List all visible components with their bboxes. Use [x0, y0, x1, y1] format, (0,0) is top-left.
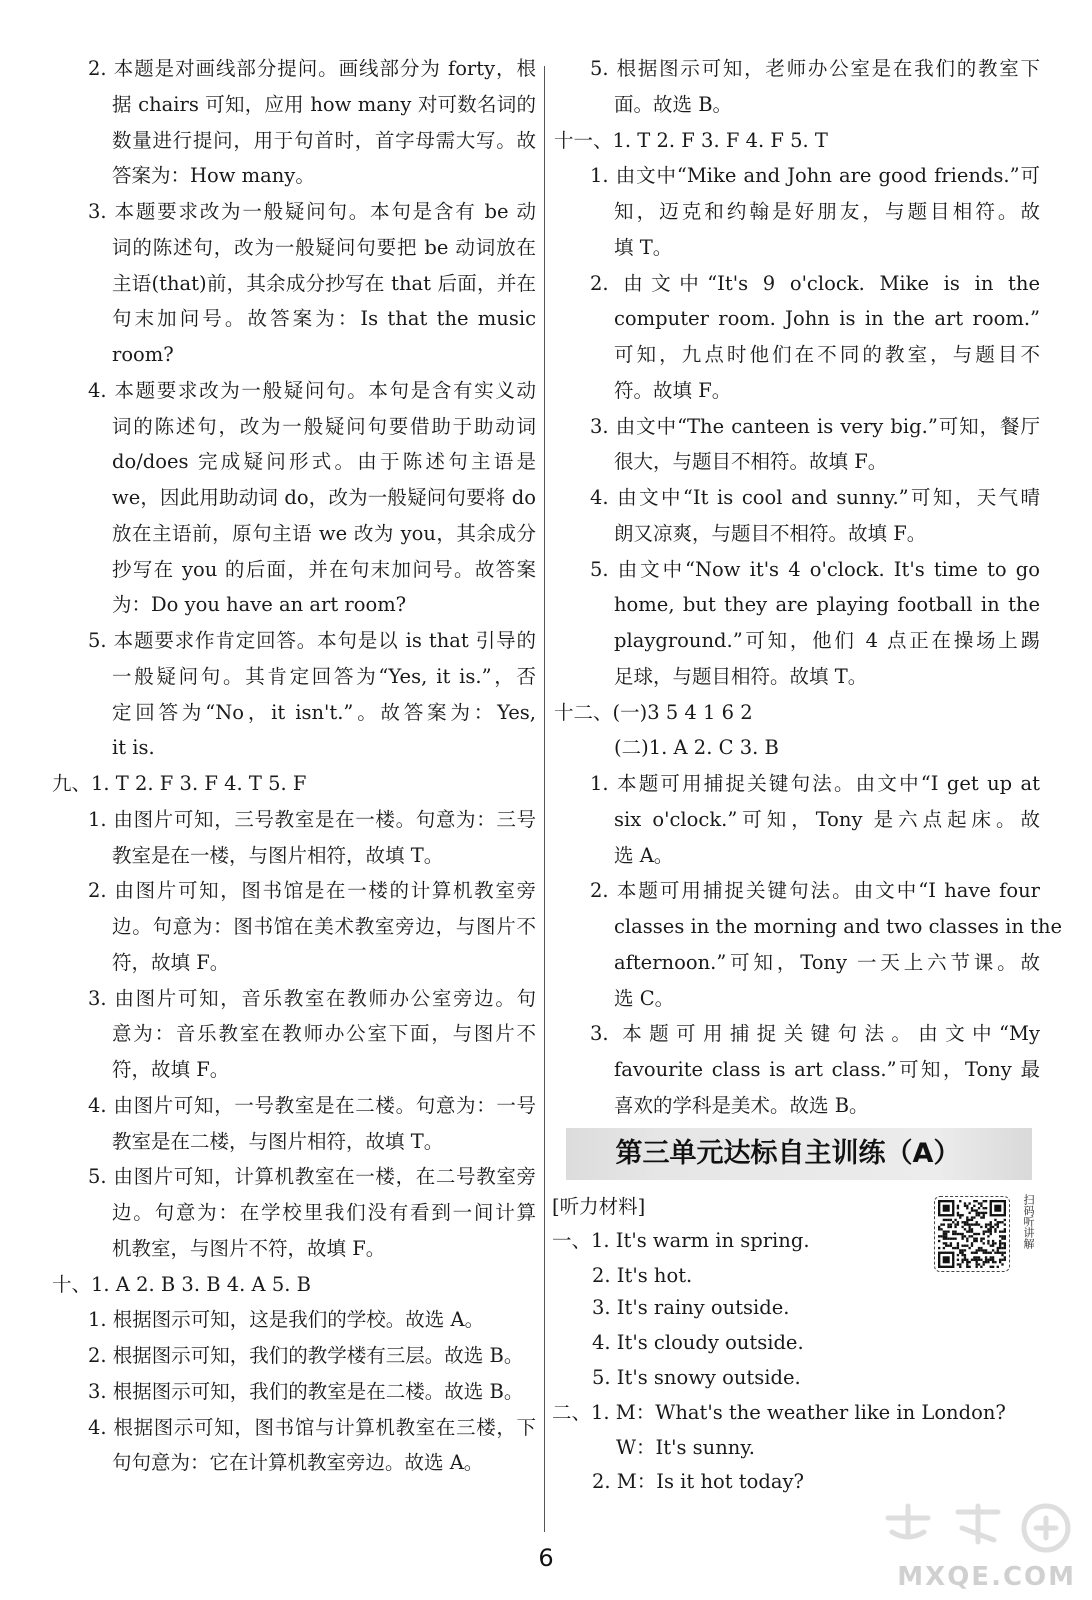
- text-line: do/does 完成疑问形式。由于陈述句主语是: [112, 450, 536, 474]
- text-line: (二)1. A 2. C 3. B: [614, 736, 779, 760]
- text-line: 4. 本题要求改为一般疑问句。本句是含有实义动: [88, 378, 536, 402]
- text-line: room?: [112, 343, 174, 366]
- text-line: 答案为：How many。: [112, 164, 315, 188]
- text-line: 面。故选 B。: [614, 92, 733, 116]
- text-line: it is.: [112, 736, 155, 760]
- text-line: computer room. John is in the art room.”: [614, 307, 1040, 331]
- text-line: favourite class is art class.”可知，Tony 最: [614, 1058, 1040, 1081]
- text-line: 九、1. T 2. F 3. F 4. T 5. F: [52, 772, 307, 795]
- text-line: afternoon.”可知，Tony 一天上六节课。故: [614, 950, 1040, 974]
- text-line: 2. 由图片可知，图书馆是在一楼的计算机教室旁: [88, 879, 536, 903]
- text-line: 足球，与题目相符。故填 T。: [614, 664, 868, 688]
- qr-caption: 扫码听讲解: [1022, 1194, 1035, 1249]
- text-line: 3. 根据图示可知，我们的教室是在二楼。故选 B。: [88, 1379, 524, 1403]
- listening-line: 4. It's cloudy outside.: [592, 1331, 804, 1354]
- text-line: 3. 本题要求改为一般疑问句。本句是含有 be 动: [88, 200, 536, 223]
- listening-line: 二、1. M：What's the weather like in London?: [552, 1401, 1006, 1424]
- text-line: 2. 根据图示可知，我们的教学楼有三层。故选 B。: [88, 1344, 524, 1367]
- text-line: 一般疑问句。其肯定回答为“Yes, it is.”，否: [112, 664, 536, 688]
- listening-line: 2. It's hot.: [592, 1264, 693, 1287]
- qr-code-icon: [938, 1200, 1006, 1268]
- text-line: 意为：音乐教室在教师办公室下面，与图片不: [112, 1022, 536, 1046]
- column-divider: [544, 66, 545, 1532]
- text-line: we，因此用助动词 do，改为一般疑问句要将 do: [112, 486, 536, 509]
- text-line: 5. 由文中“Now it's 4 o'clock. It's time to go: [590, 557, 1040, 581]
- text-line: 教室是在二楼，与图片相符，故填 T。: [112, 1129, 444, 1153]
- text-line: 填 T。: [614, 235, 673, 259]
- text-line: 1. 本题可用捕捉关键句法。由文中“I get up at: [590, 772, 1040, 795]
- text-line: 定回答为“No，it isn't.”。故答案为：Yes,: [112, 700, 536, 724]
- page-number: 6: [538, 1544, 554, 1572]
- text-line: 很大，与题目不相符。故填 F。: [614, 450, 888, 474]
- text-line: 符，故填 F。: [112, 1058, 230, 1081]
- text-line: 十、1. A 2. B 3. B 4. A 5. B: [52, 1272, 311, 1296]
- text-line: 十一、1. T 2. F 3. F 4. F 5. T: [554, 128, 828, 152]
- listening-line: 5. It's snowy outside.: [592, 1366, 801, 1389]
- text-line: 符。故填 F。: [614, 378, 732, 402]
- text-line: 1. 根据图示可知，这是我们的学校。故选 A。: [88, 1308, 485, 1332]
- text-line: 选 C。: [614, 986, 675, 1010]
- text-line: 5. 本题要求作肯定回答。本句是以 is that 引导的: [88, 629, 536, 652]
- text-line: 2. 由文中“It's 9 o'clock. Mike is in the: [590, 271, 1040, 295]
- text-line: 5. 根据图示可知，老师办公室是在我们的教室下: [590, 57, 1040, 80]
- text-line: 句末加问号。故答案为：Is that the music: [112, 307, 536, 331]
- text-line: 2. 本题是对画线部分提问。画线部分为 forty，根: [88, 57, 536, 80]
- text-line: 机教室，与图片不符，故填 F。: [112, 1236, 386, 1260]
- text-line: 5. 由图片可知，计算机教室在一楼，在二号教室旁: [88, 1165, 536, 1189]
- text-line: 边。句意为：图书馆在美术教室旁边，与图片不: [112, 915, 536, 938]
- text-line: 1. 由图片可知，三号教室是在一楼。句意为：三号: [88, 807, 536, 831]
- text-line: 朗又凉爽，与题目不相符。故填 F。: [614, 521, 927, 545]
- text-line: 主语(that)前，其余成分抄写在 that 后面，并在: [112, 271, 536, 295]
- text-line: 边。句意为：在学校里我们没有看到一间计算: [112, 1201, 536, 1224]
- text-line: 4. 由文中“It is cool and sunny.”可知，天气晴: [590, 486, 1040, 509]
- text-line: playground.”可知，他们 4 点正在操场上踢: [614, 629, 1040, 652]
- text-line: 3. 本题可用捕捉关键句法。由文中“My: [590, 1022, 1040, 1046]
- text-line: 4. 根据图示可知，图书馆与计算机教室在三楼，下: [88, 1415, 536, 1439]
- text-line: 符，故填 F。: [112, 950, 230, 974]
- listening-line: 2. M：Is it hot today?: [592, 1470, 804, 1493]
- text-line: 抄写在 you 的后面，并在句末加问号。故答案: [112, 557, 536, 581]
- text-line: 4. 由图片可知，一号教室是在二楼。句意为：一号: [88, 1093, 536, 1117]
- text-line: 为：Do you have an art room?: [112, 593, 407, 617]
- listening-heading: [听力材料]: [552, 1195, 646, 1218]
- text-line: 3. 由文中“The canteen is very big.”可知，餐厅: [590, 414, 1040, 438]
- text-line: classes in the morning and two classes in the: [614, 915, 1063, 938]
- text-line: 知，迈克和约翰是好朋友，与题目相符。故: [614, 200, 1040, 223]
- text-line: 喜欢的学科是美术。故选 B。: [614, 1093, 869, 1117]
- text-line: 词的陈述句，改为一般疑问句要借助于助动词: [112, 414, 536, 438]
- text-line: 教室是在一楼，与图片相符，故填 T。: [112, 843, 444, 867]
- text-line: 选 A。: [614, 843, 674, 867]
- listening-line: 一、1. It's warm in spring.: [552, 1229, 810, 1252]
- text-line: 词的陈述句，改为一般疑问句要把 be 动词放在: [112, 235, 536, 259]
- text-line: 可知，九点时他们在不同的教室，与题目不: [614, 343, 1040, 366]
- qr-code[interactable]: [934, 1196, 1010, 1272]
- text-line: home, but they are playing football in the: [614, 593, 1040, 617]
- text-line: 3. 由图片可知，音乐教室在教师办公室旁边。句: [88, 986, 536, 1010]
- text-line: 2. 本题可用捕捉关键句法。由文中“I have four: [590, 879, 1040, 903]
- text-line: 据 chairs 可知，应用 how many 对可数名词的: [112, 92, 536, 116]
- text-line: 数量进行提问，用于句首时，首字母需大写。故: [112, 128, 536, 152]
- unit-title: 第三单元达标自主训练（A）: [615, 1138, 961, 1169]
- watermark-url: MXQE.COM: [897, 1562, 1076, 1592]
- text-line: 句句意为：它在计算机教室旁边。故选 A。: [112, 1451, 484, 1475]
- text-line: 1. 由文中“Mike and John are good friends.”可: [590, 164, 1040, 188]
- listening-line: 3. It's rainy outside.: [592, 1296, 790, 1319]
- text-line: 十二、(一)3 5 4 1 6 2: [554, 700, 753, 724]
- listening-line: W：It's sunny.: [616, 1436, 755, 1459]
- text-line: six o'clock.”可知，Tony 是六点起床。故: [614, 807, 1040, 831]
- text-line: 放在主语前，原句主语 we 改为 you，其余成分: [112, 521, 536, 545]
